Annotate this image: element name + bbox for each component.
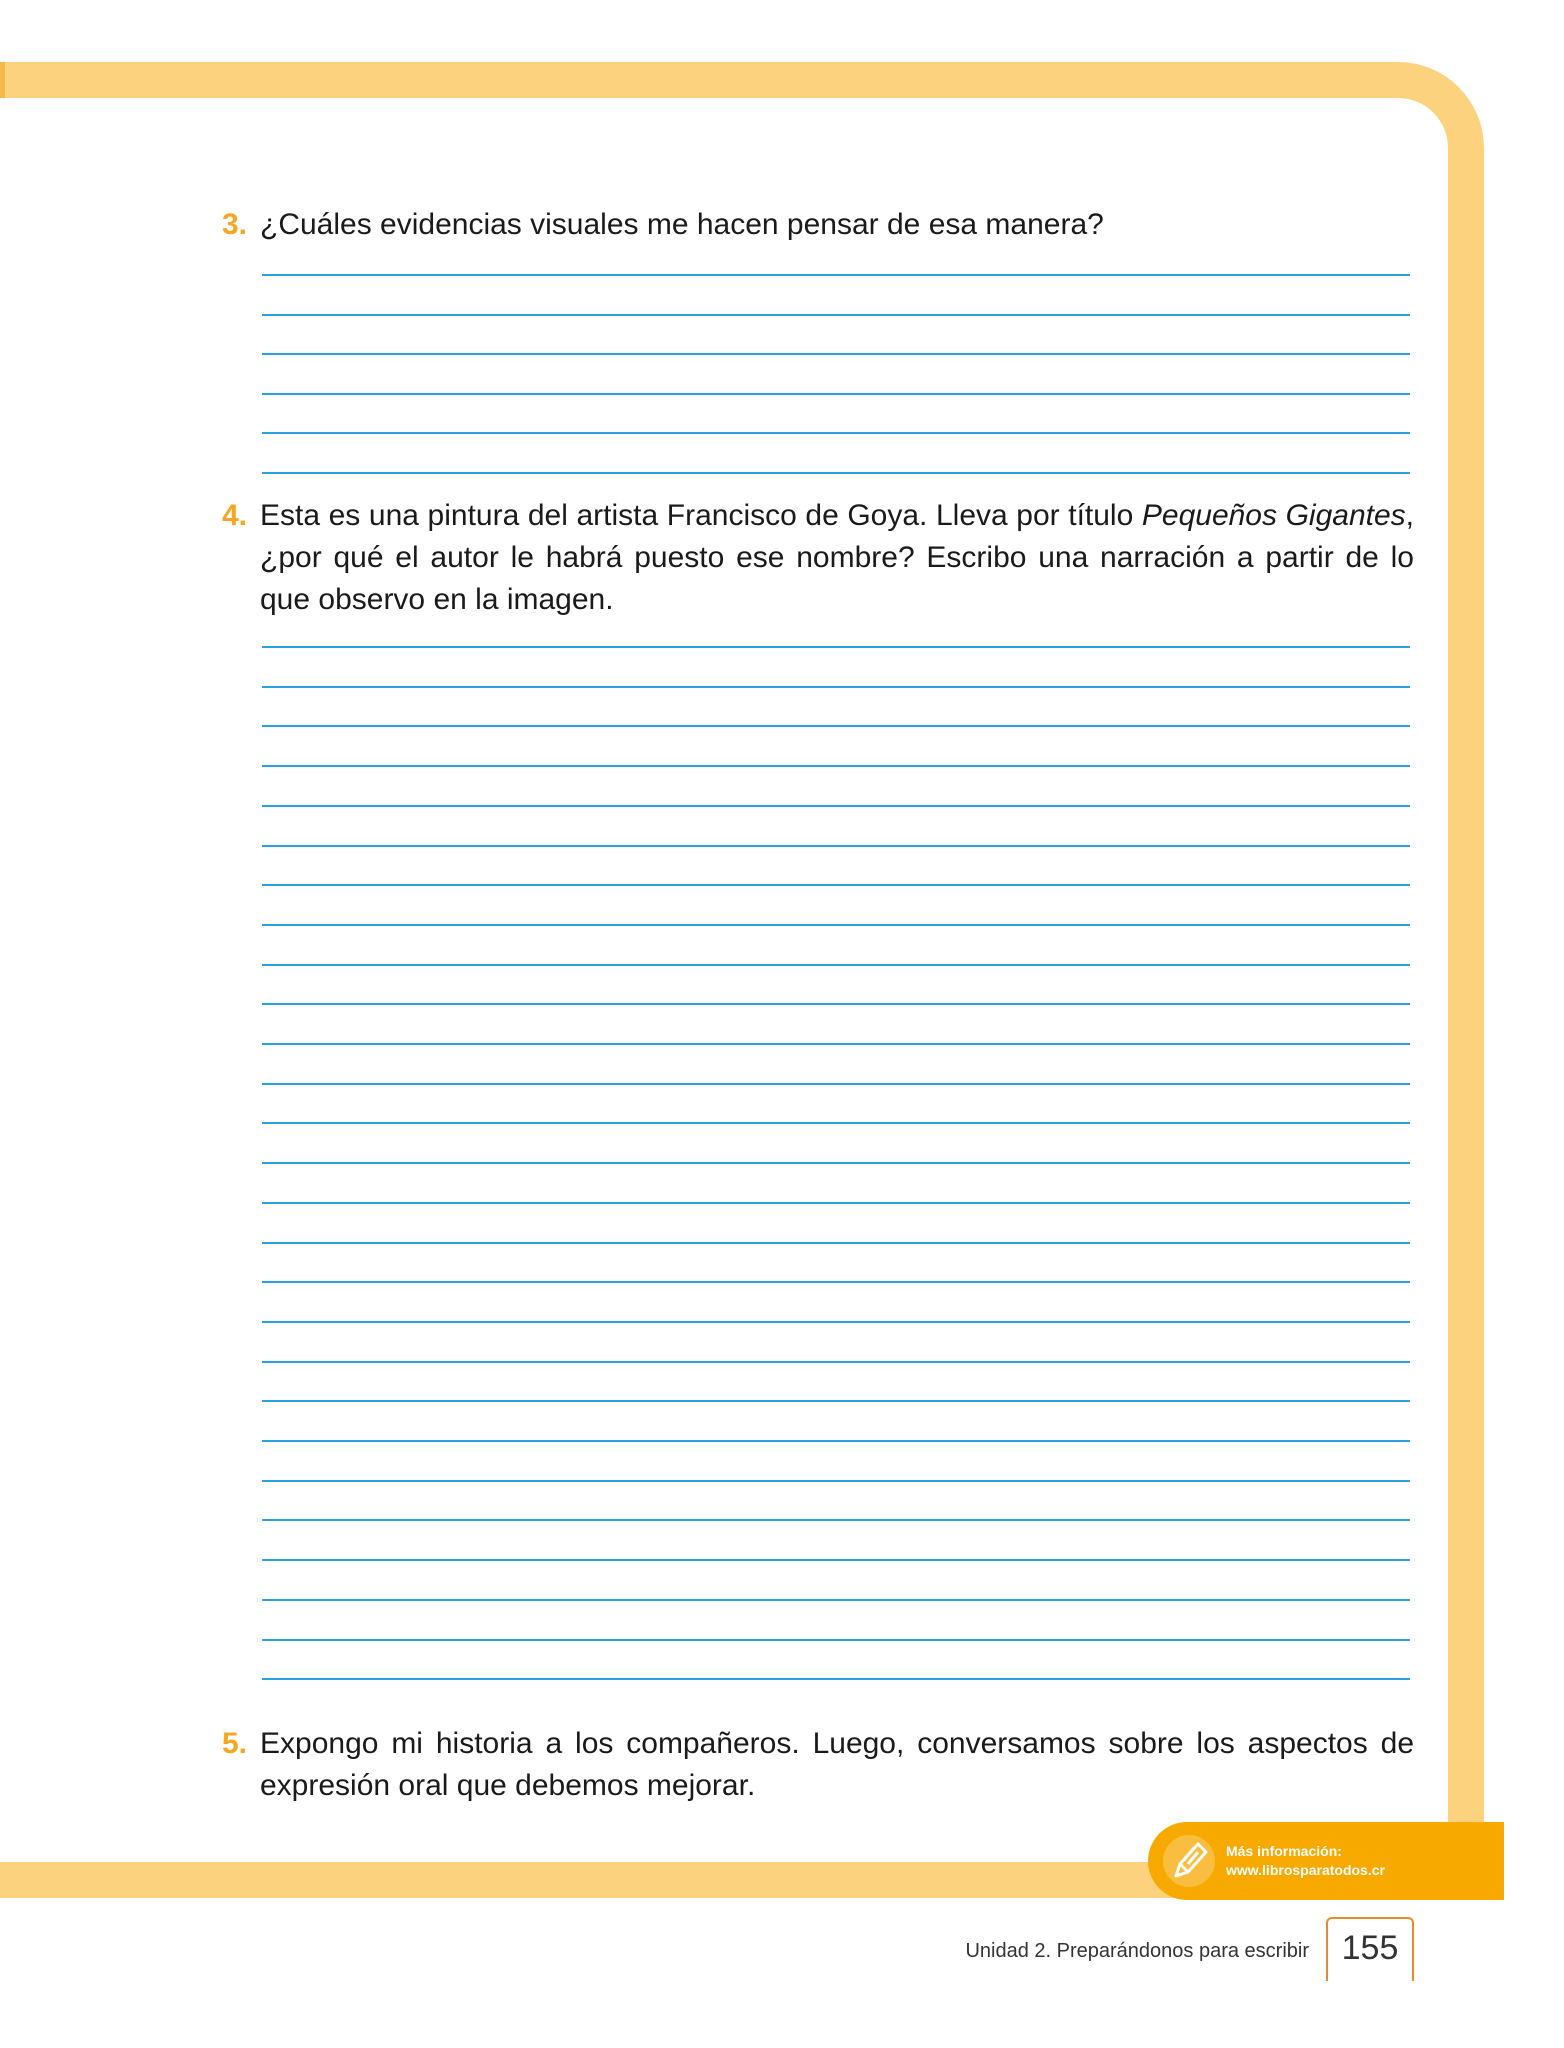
answer-line — [262, 1083, 1410, 1085]
question-4-text-before: Esta es una pintura del artista Francisco de Goya. Lleva por título — [260, 499, 1142, 532]
page-number-box — [1326, 1917, 1414, 1981]
question-3 — [222, 204, 1414, 246]
more-info-label: Más información: — [1226, 1843, 1342, 1859]
question-3-number: 3. — [222, 208, 248, 241]
question-5-number: 5. — [222, 1727, 248, 1760]
frame-bottom-bar — [0, 1862, 1180, 1898]
answer-line — [262, 725, 1410, 727]
answer-line — [262, 1480, 1410, 1482]
answer-line — [262, 274, 1410, 276]
answer-line — [262, 1162, 1410, 1164]
more-info-tab[interactable] — [1148, 1822, 1504, 1900]
question-4-text — [260, 495, 1414, 621]
answer-line — [262, 1003, 1410, 1005]
answer-line — [262, 1559, 1410, 1561]
question-5 — [222, 1723, 1414, 1807]
answer-line — [262, 884, 1410, 886]
answer-line — [262, 964, 1410, 966]
answer-line — [262, 314, 1410, 316]
frame-right-bar — [1448, 170, 1484, 1840]
question-4 — [222, 495, 1414, 621]
question-4-number: 4. — [222, 499, 248, 532]
frame-corner — [1360, 62, 1484, 186]
answer-line — [262, 1321, 1410, 1323]
painting-title: Pequeños Gigantes — [1141, 499, 1406, 532]
answer-lines-q3[interactable] — [262, 274, 1410, 474]
answer-line — [262, 1043, 1410, 1045]
answer-line — [262, 1599, 1410, 1601]
more-info-text — [1226, 1842, 1385, 1880]
answer-line — [262, 646, 1410, 648]
answer-line — [262, 1519, 1410, 1521]
answer-line — [262, 472, 1410, 474]
answer-line — [262, 805, 1410, 807]
answer-line — [262, 1639, 1410, 1641]
answer-line — [262, 1678, 1410, 1680]
question-4-text-after: , ¿por qué el autor le habrá puesto ese nombre? Escribo una narración a partir de lo que observo en la imagen. — [260, 499, 1414, 616]
answer-line — [262, 845, 1410, 847]
answer-line — [262, 1122, 1410, 1124]
answer-line — [262, 1440, 1410, 1442]
answer-line — [262, 1202, 1410, 1204]
frame-left-tick — [0, 62, 5, 98]
answer-line — [262, 1281, 1410, 1283]
answer-line — [262, 924, 1410, 926]
pencil-icon — [1162, 1834, 1216, 1888]
answer-line — [262, 765, 1410, 767]
answer-lines-q4[interactable] — [262, 646, 1410, 1686]
more-info-url[interactable]: www.librosparatodos.cr — [1226, 1862, 1385, 1878]
page-number: 155 — [1341, 1929, 1399, 1967]
frame-top-bar — [0, 62, 1400, 98]
answer-line — [262, 1242, 1410, 1244]
answer-line — [262, 1361, 1410, 1363]
question-3-text: ¿Cuáles evidencias visuales me hacen pensar de esa manera? — [260, 208, 1104, 241]
unit-title: Unidad 2. Preparándonos para escribir — [965, 1940, 1309, 1962]
answer-line — [262, 1400, 1410, 1402]
answer-line — [262, 393, 1410, 395]
answer-line — [262, 432, 1410, 434]
answer-line — [262, 353, 1410, 355]
question-5-text: Expongo mi historia a los compañeros. Luego, conversamos sobre los aspectos de expresión oral que debemos mejorar. — [260, 1727, 1414, 1802]
answer-line — [262, 686, 1410, 688]
